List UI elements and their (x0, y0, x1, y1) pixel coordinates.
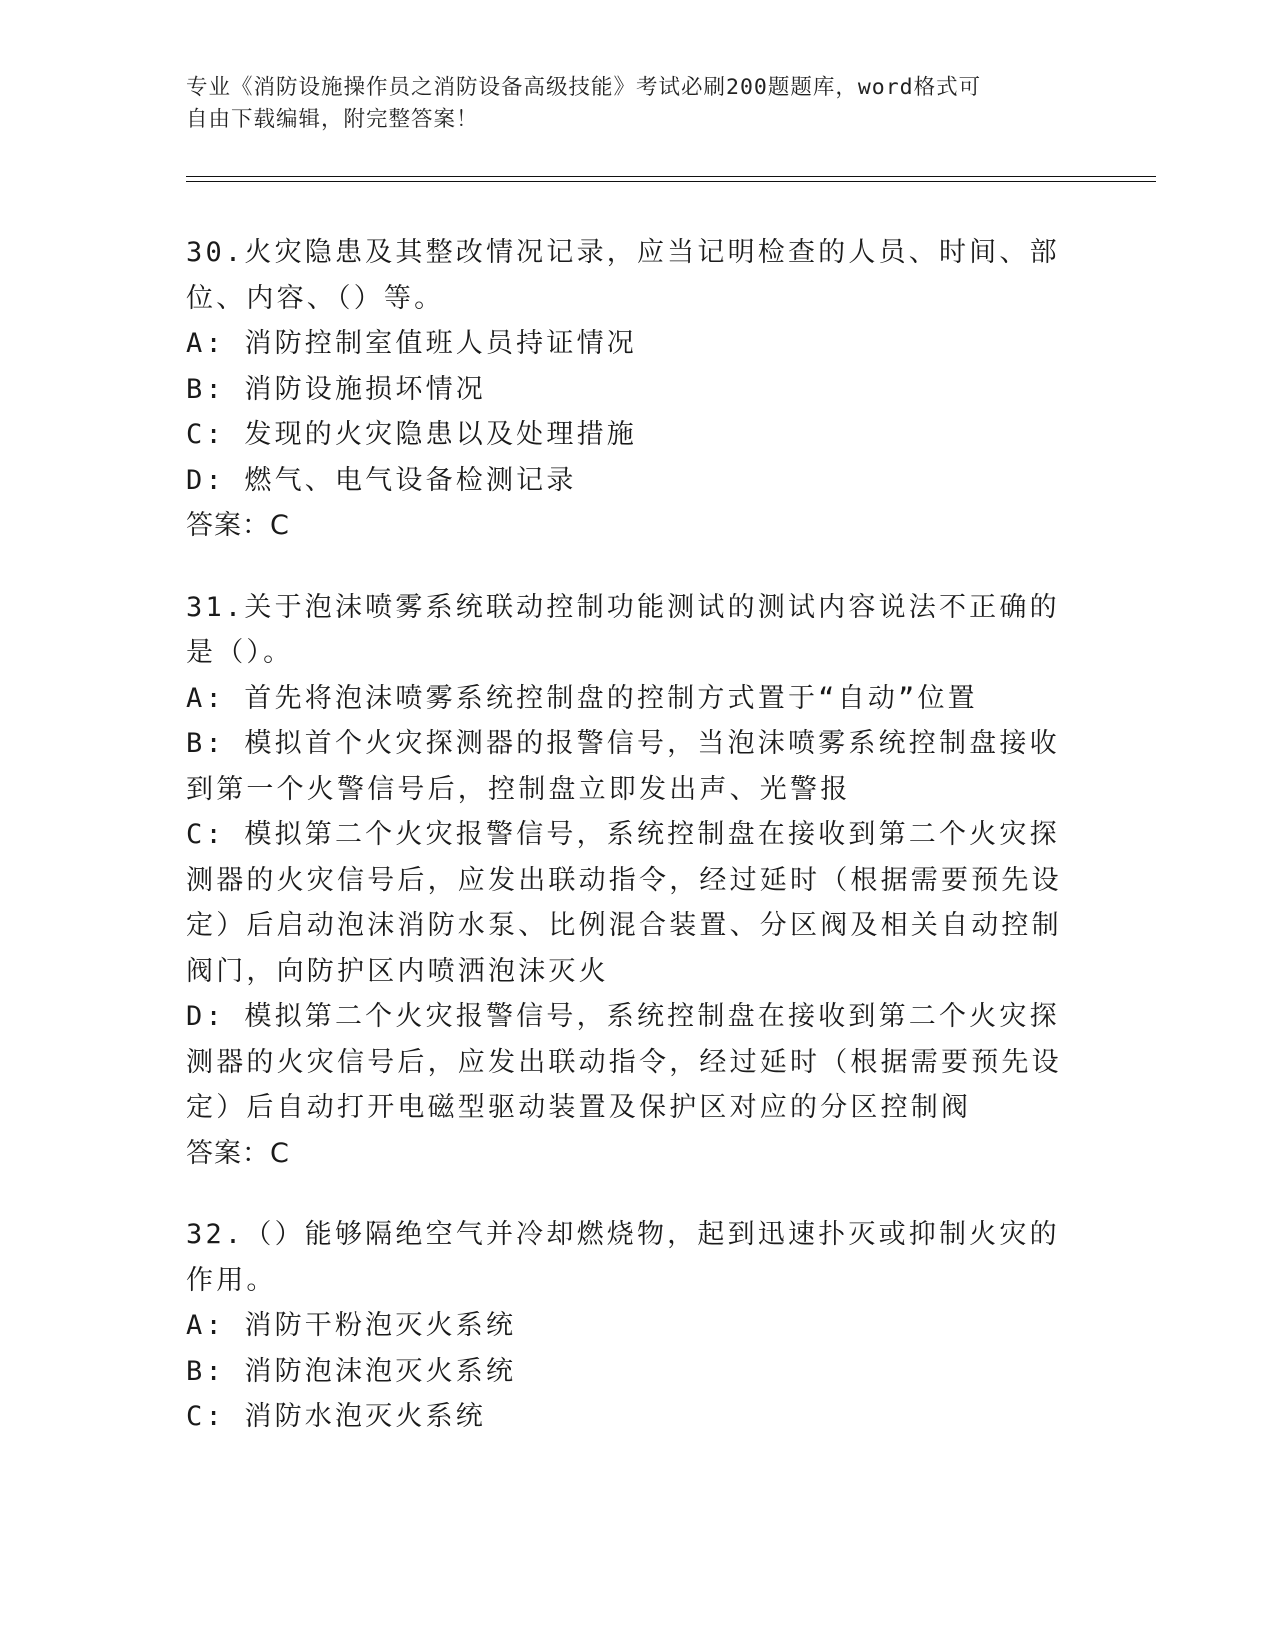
question-30 (186, 230, 1066, 549)
option-b: B: 消防泡沫泡灭火系统 (186, 1355, 517, 1387)
header-divider-top (186, 176, 1156, 177)
question-stem: 30.火灾隐患及其整改情况记录，应当记明检查的人员、时间、部位、内容、（）等。 (186, 237, 1060, 314)
option-d: D: 燃气、电气设备检测记录 (186, 464, 577, 496)
answer-label: 答案：C (186, 1137, 290, 1169)
question-31 (186, 585, 1066, 1177)
option-a: A: 首先将泡沫喷雾系统控制盘的控制方式置于“自动”位置 (186, 682, 978, 714)
option-d: D: 模拟第二个火灾报警信号，系统控制盘在接收到第二个火灾探测器的火灾信号后，应发出联动指令，经过延时（根据需要预先设定）后自动打开电磁型驱动装置及保护区对应的分区控制阀 (186, 1001, 1062, 1123)
option-a: A: 消防干粉泡灭火系统 (186, 1310, 517, 1341)
option-b: B: 模拟首个火灾探测器的报警信号，当泡沫喷雾系统控制盘接收到第一个火警信号后，控制盘立即发出声、光警报 (186, 728, 1060, 805)
question-stem: 31.关于泡沫喷雾系统联动控制功能测试的测试内容说法不正确的是（）。 (186, 591, 1060, 668)
document-header (186, 72, 1086, 136)
option-c: C: 消防水泡灭火系统 (186, 1401, 486, 1432)
option-a: A: 消防控制室值班人员持证情况 (186, 328, 637, 359)
answer-label: 答案：C (186, 510, 290, 541)
question-32 (186, 1212, 1066, 1440)
header-line-1: 专业《消防设施操作员之消防设备高级技能》考试必刷200题题库，word格式可 (186, 75, 982, 100)
question-stem: 32.（）能够隔绝空气并冷却燃烧物，起到迅速扑灭或抑制火灾的作用。 (186, 1219, 1060, 1296)
header-divider-bottom (186, 181, 1156, 182)
question-list (186, 230, 1066, 1476)
option-b: B: 消防设施损坏情况 (186, 373, 486, 405)
header-line-2: 自由下载编辑，附完整答案！ (186, 107, 479, 132)
option-c: C: 模拟第二个火灾报警信号，系统控制盘在接收到第二个火灾探测器的火灾信号后，应发出联动指令，经过延时（根据需要预先设定）后启动泡沫消防水泵、比例混合装置、分区阀及相关自动控制阀门，向防护区内喷洒泡沫灭火 (186, 819, 1062, 987)
option-c: C: 发现的火灾隐患以及处理措施 (186, 419, 637, 450)
